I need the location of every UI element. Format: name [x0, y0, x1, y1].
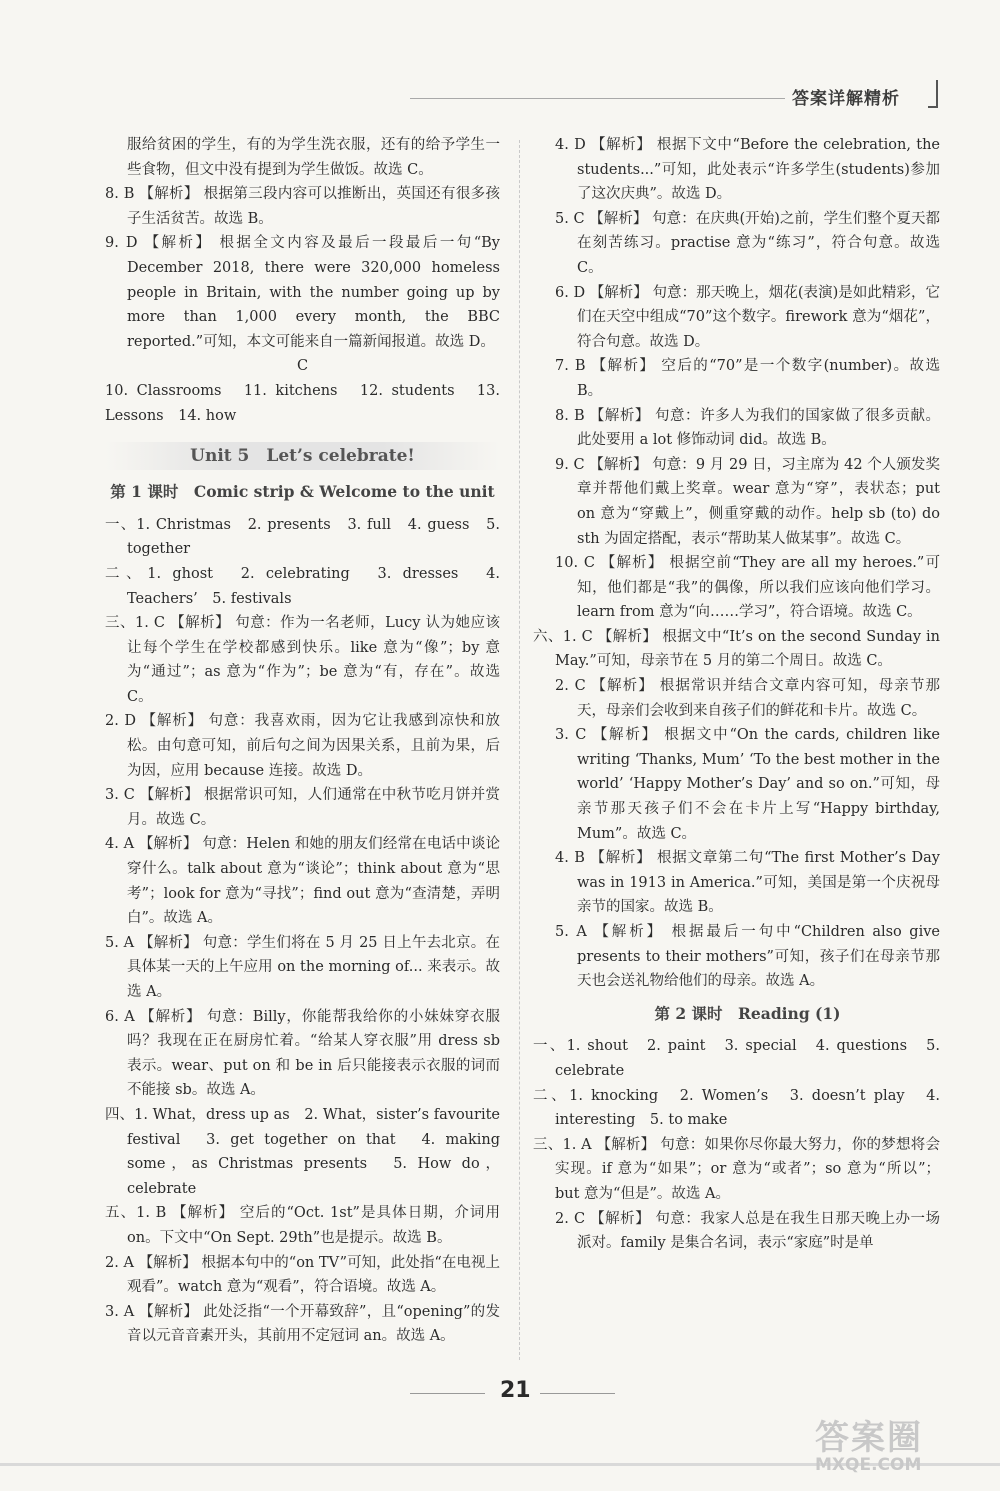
answer-line: 2. D 【解析】 句意：我喜欢雨，因为它让我感到凉快和放松。由句意可知，前后句之间为因果关系，且前为果，后为因，应用 because 连接。故选 D。	[105, 713, 500, 779]
answer-line: 2. A 【解析】 根据本句中的“on TV”可知，此处指“在电视上观看”。watch 意为“观看”，符合语境。故选 A。	[105, 1254, 500, 1296]
answer-line: 二、1. ghost 2. celebrating 3. dresses 4. Teachers’ 5. festivals	[105, 565, 500, 607]
answer-line: 10. C 【解析】 根据空前“They are all my heroes.”可知，他们都是“我”的偶像，所以我们应该向他们学习。learn from 意为“向……学习”，符合语境。故选 C。	[555, 555, 940, 621]
answer-line: 6. D 【解析】 句意：那天晚上，烟花(表演)是如此精彩，它们在天空中组成“70”这个数字。firework 意为“烟花”，符合句意。故选 D。	[555, 284, 940, 350]
answer-line: 4. B 【解析】 根据文章第二句“The first Mother’s Day was in 1913 in America.”可知，美国是第一个庆祝母亲节的国家。故选 B。	[555, 850, 940, 916]
answer-line: 五、1. B 【解析】 空后的“Oct. 1st”是具体日期，介词用 on。下文中“On Sept. 29th”也是提示。故选 B。	[105, 1205, 500, 1246]
answer-line: 2. C 【解析】 句意：我家人总是在我生日那天晚上办一场派对。family 是集合名词，表示“家庭”时是单	[555, 1210, 940, 1252]
answer-line: 服给贫困的学生，有的为学生洗衣服，还有的给予学生一些食物，但文中没有提到为学生做饭。故选 C。	[127, 137, 500, 178]
answer-line: 六、1. C 【解析】 根据文中“It’s on the second Sunday in May.”可知，母亲节在 5 月的第二个周日。故选 C。	[533, 628, 940, 670]
answer-line: 4. A 【解析】 句意：Helen 和她的朋友们经常在电话中谈论穿什么。talk about 意为“谈论”；think about 意为“思考”；look for 意为“寻找”；find out 意为“查清楚，弄明白”。故选 A。	[105, 836, 500, 927]
answer-line: 5. A 【解析】 根据最后一句中“Children also give presents to their mothers”可知，孩子们在母亲节那天也会送礼物给他们的母亲。故选 A。	[555, 924, 940, 990]
page-number-rule-left	[410, 1393, 485, 1394]
page-number-rule-right	[540, 1393, 615, 1394]
left-column	[105, 133, 500, 1349]
answer-line: 三、1. C 【解析】 句意：作为一名老师，Lucy 认为她应该让每个学生在学校都感到快乐。like 意为“像”；by 意为“通过”；as 意为“作为”；be 意为“有，存在”。故选 C。	[105, 615, 500, 705]
answer-line: 一、1. shout 2. paint 3. special 4. questions 5. celebrate	[533, 1038, 940, 1079]
answer-line: 8. B 【解析】 句意：许多人为我们的国家做了很多贡献。此处要用 a lot 修饰动词 did。故选 B。	[555, 407, 940, 449]
answer-line: 9. C 【解析】 句意：9 月 29 日，习主席为 42 个人颁发奖章并帮他们戴上奖章。wear 意为“穿”，表状态；put on 意为“穿戴上”，侧重穿戴的动作。help sb (to) do sth 为固定搭配，表示“帮助某人做某事”。故选 C。	[555, 456, 940, 547]
column-divider	[519, 140, 520, 1360]
header-rule	[410, 98, 785, 99]
answer-line: 3. A 【解析】 此处泛指“一个开幕致辞”，且“opening”的发音以元音音素开头，其前用不定冠词 an。故选 A。	[105, 1303, 500, 1345]
answer-line: 5. C 【解析】 句意：在庆典(开始)之前，学生们整个夏天都在刻苦练习。practise 意为“练习”，符合句意。故选 C。	[555, 210, 940, 276]
lesson-title-2: 第 2 课时 Reading (1)	[654, 1003, 841, 1023]
page-number: 21	[500, 1378, 531, 1403]
answer-line: 2. C 【解析】 根据常识并结合文章内容可知，母亲节那天，母亲们会收到来自孩子们的鲜花和卡片。故选 C。	[555, 678, 940, 719]
page-header	[0, 0, 1000, 130]
answer-line: 8. B 【解析】 根据第三段内容可以推断出，英国还有很多孩子生活贫苦。故选 B。	[105, 186, 500, 227]
answer-line: 9. D 【解析】 根据全文内容及最后一段最后一句“By December 2018, there were 320,000 homeless people in Britain, with the number going up by more than 1,000 every month, the BBC reported.”可知，本文可能来自一篇新闻报道。故选 D。	[105, 235, 500, 350]
watermark-logo: 答案圈	[815, 1418, 923, 1458]
lesson-title-1: 第 1 课时 Comic strip & Welcome to the unit	[110, 482, 495, 502]
answer-line: 二、1. knocking 2. Women’s 3. doesn’t play 4. interesting 5. to make	[533, 1087, 940, 1129]
answer-line: 四、1. What，dress up as 2. What，sister’s favourite festival 3. get together on that 4. making some，as Christmas presents 5. How do，celebrate	[105, 1106, 500, 1197]
answer-line: 4. D 【解析】 根据下文中“Before the celebration, the students...”可知，此处表示“许多学生(students)参加了这次庆典”。故选 D。	[555, 137, 940, 203]
answer-line: 10. Classrooms 11. kitchens 12. students 13. Lessons 14. how	[105, 382, 500, 424]
right-column	[533, 133, 940, 1256]
answer-line: 一、1. Christmas 2. presents 3. full 4. guess 5. together	[105, 516, 500, 558]
answer-line: 5. A 【解析】 句意：学生们将在 5 月 25 日上午去北京。在具体某一天的上午应用 on the morning of... 来表示。故选 A。	[105, 934, 500, 1000]
answer-line: 三、1. A 【解析】 句意：如果你尽你最大努力，你的梦想将会实现。if 意为“如果”；or 意为“或者”；so 意为“所以”；but 意为“但是”。故选 A。	[533, 1136, 940, 1202]
header-bracket	[928, 80, 938, 108]
answer-line: C	[296, 358, 309, 375]
header-title: 答案详解精析	[792, 89, 900, 109]
answer-line: 7. B 【解析】 空后的“70”是一个数字(number)。故选 B。	[555, 358, 940, 399]
watermark-url: MXQE.COM	[815, 1455, 922, 1475]
answer-line: 3. C 【解析】 根据文中“On the cards, children like writing ‘Thanks, Mum’ ‘To the best mother in the world’ ‘Happy Mother’s Day’ and so on.”可知，母亲节那天孩子们不会在卡片上写“Happy birthday, Mum”。故选 C。	[555, 727, 940, 842]
answer-line: 3. C 【解析】 根据常识可知，人们通常在中秋节吃月饼并赏月。故选 C。	[105, 787, 500, 828]
answer-line: 6. A 【解析】 句意：Billy，你能帮我给你的小妹妹穿衣服吗？我现在正在厨房忙着。“给某人穿衣服”用 dress sb 表示。wear、put on 和 be in 后只能接表示衣服的词而不能接 sb。故选 A。	[105, 1008, 500, 1099]
watermark	[815, 1410, 990, 1480]
unit-title: Unit 5 Let’s celebrate!	[105, 442, 500, 470]
